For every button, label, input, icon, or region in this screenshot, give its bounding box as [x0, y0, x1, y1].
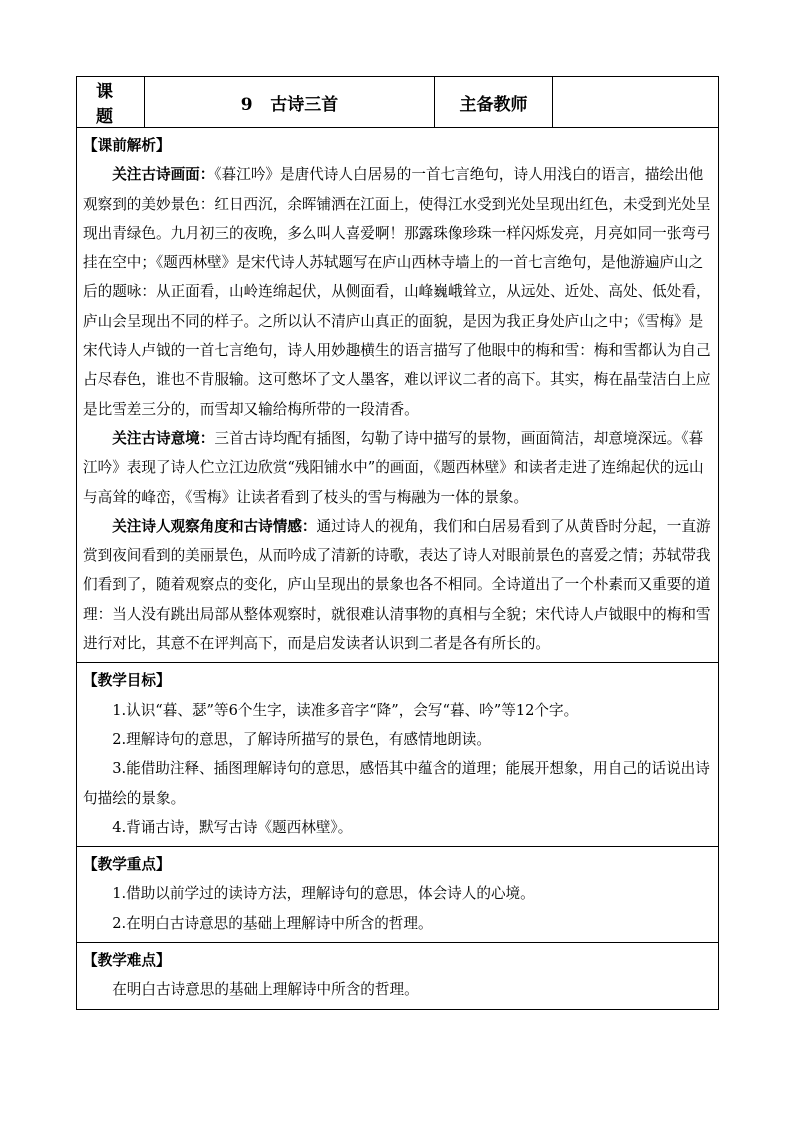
goals-title: 【教学目标】: [83, 672, 171, 690]
goal-item: 3.能借助注释、插图理解诗句的意思，感悟其中蕴含的道理；能展开想象，用自己的话说出诗句描绘的景象。: [83, 760, 710, 807]
goal-item: 1.认识“暮、瑟”等6个生字，读准多音字“降”，会写“暮、吟”等12个字。: [112, 701, 579, 719]
key-point-item: 1.借助以前学过的读诗方法，理解诗句的意思，体会诗人的心境。: [112, 885, 535, 903]
analysis-section: [77, 128, 719, 663]
goal-item: 2.理解诗句的意思，了解诗所描写的景色，有感情地朗读。: [112, 730, 491, 748]
analysis-text-1: 《暮江吟》是唐代诗人白居易的一首七言绝句，诗人用浅白的语言，描绘出他观察到的美妙景色：红日西沉，余晖铺洒在江面上，使得江水受到光处呈现出红色，未受到光处呈现出青绿色。九月初三的夜晚，多么叫人喜爱啊！那露珠像珍珠一样闪烁发亮，月亮如同一张弯弓挂在空中；《题西林壁》是宋代诗人苏轼题写在庐山西林寺墙上的一首七言绝句，是他游遍庐山之后的题咏：从正面看，山岭连绵起伏，从侧面看，山峰巍峨耸立，从远处、近处、高处、低处看，庐山会呈现出不同的样子。之所以认不清庐山真正的面貌，是因为我正身处庐山之中；《雪梅》是宋代诗人卢钺的一首七言绝句，诗人用妙趣横生的语言描写了他眼中的梅和雪：梅和雪都认为自己占尽春色，谁也不肯服输。这可憋坏了文人墨客，难以评议二者的高下。其实，梅在晶莹洁白上应是比雪差三分的，而雪却又输给梅所带的一段清香。: [83, 166, 711, 418]
key-points-section: [77, 847, 719, 943]
key-point-item: 2.在明白古诗意思的基础上理解诗中所含的哲理。: [112, 914, 433, 932]
analysis-text-3: 通过诗人的视角，我们和白居易看到了从黄昏时分起，一直游赏到夜间看到的美丽景色，从而吟成了清新的诗歌，表达了诗人对眼前景色的喜爱之情；苏轼带我们看到了，随着观察点的变化，庐山呈现出的景象也各不相同。全诗道出了一个朴素而又重要的道理：当人没有跳出局部从整体观察时，就很难认清事物的真相与全貌；宋代诗人卢钺眼中的梅和雪进行对比，其意不在评判高下，而是启发读者认识到二者是各有所长的。: [83, 517, 711, 653]
analysis-paragraph-2: [83, 424, 712, 512]
key-points-row: [77, 847, 719, 943]
analysis-lead-3: 关注诗人观察角度和古诗情感：: [112, 517, 317, 535]
teacher-value: [553, 77, 719, 128]
lesson-title-cell: [145, 77, 435, 128]
lesson-label: 课 题: [77, 77, 145, 128]
lesson-plan-sheet: [76, 76, 718, 1010]
lesson-number: 9: [240, 94, 253, 115]
lesson-plan-table: [76, 76, 719, 1010]
analysis-lead-2: 关注古诗意境：: [112, 429, 215, 447]
header-row: [77, 77, 719, 128]
teacher-label: 主备教师: [435, 77, 553, 128]
goal-item: 4.背诵古诗，默写古诗《题西林壁》。: [112, 818, 353, 836]
lesson-title: 古诗三首: [270, 94, 339, 115]
analysis-text-2: 三首古诗均配有插图，勾勒了诗中描写的景物，画面简洁，却意境深远。《暮江吟》表现了诗人伫立江边欣赏“残阳铺水中”的画面，《题西林壁》和读者走进了连绵起伏的远山与高耸的峰峦，《雪梅》让读者看到了枝头的雪与梅融为一体的景象。: [83, 429, 704, 506]
key-points-title: 【教学重点】: [83, 856, 171, 874]
goals-section: [77, 663, 719, 847]
analysis-paragraph-1: [83, 160, 712, 424]
analysis-paragraph-3: [83, 512, 712, 658]
difficulties-title: 【教学难点】: [83, 952, 171, 970]
goals-row: [77, 663, 719, 847]
analysis-lead-1: 关注古诗画面：: [112, 166, 215, 184]
difficulty-text: 在明白古诗意思的基础上理解诗中所含的哲理。: [112, 981, 419, 999]
analysis-row: [77, 128, 719, 663]
analysis-title: 【课前解析】: [83, 137, 171, 154]
difficulties-row: [77, 943, 719, 1010]
difficulties-section: [77, 943, 719, 1010]
